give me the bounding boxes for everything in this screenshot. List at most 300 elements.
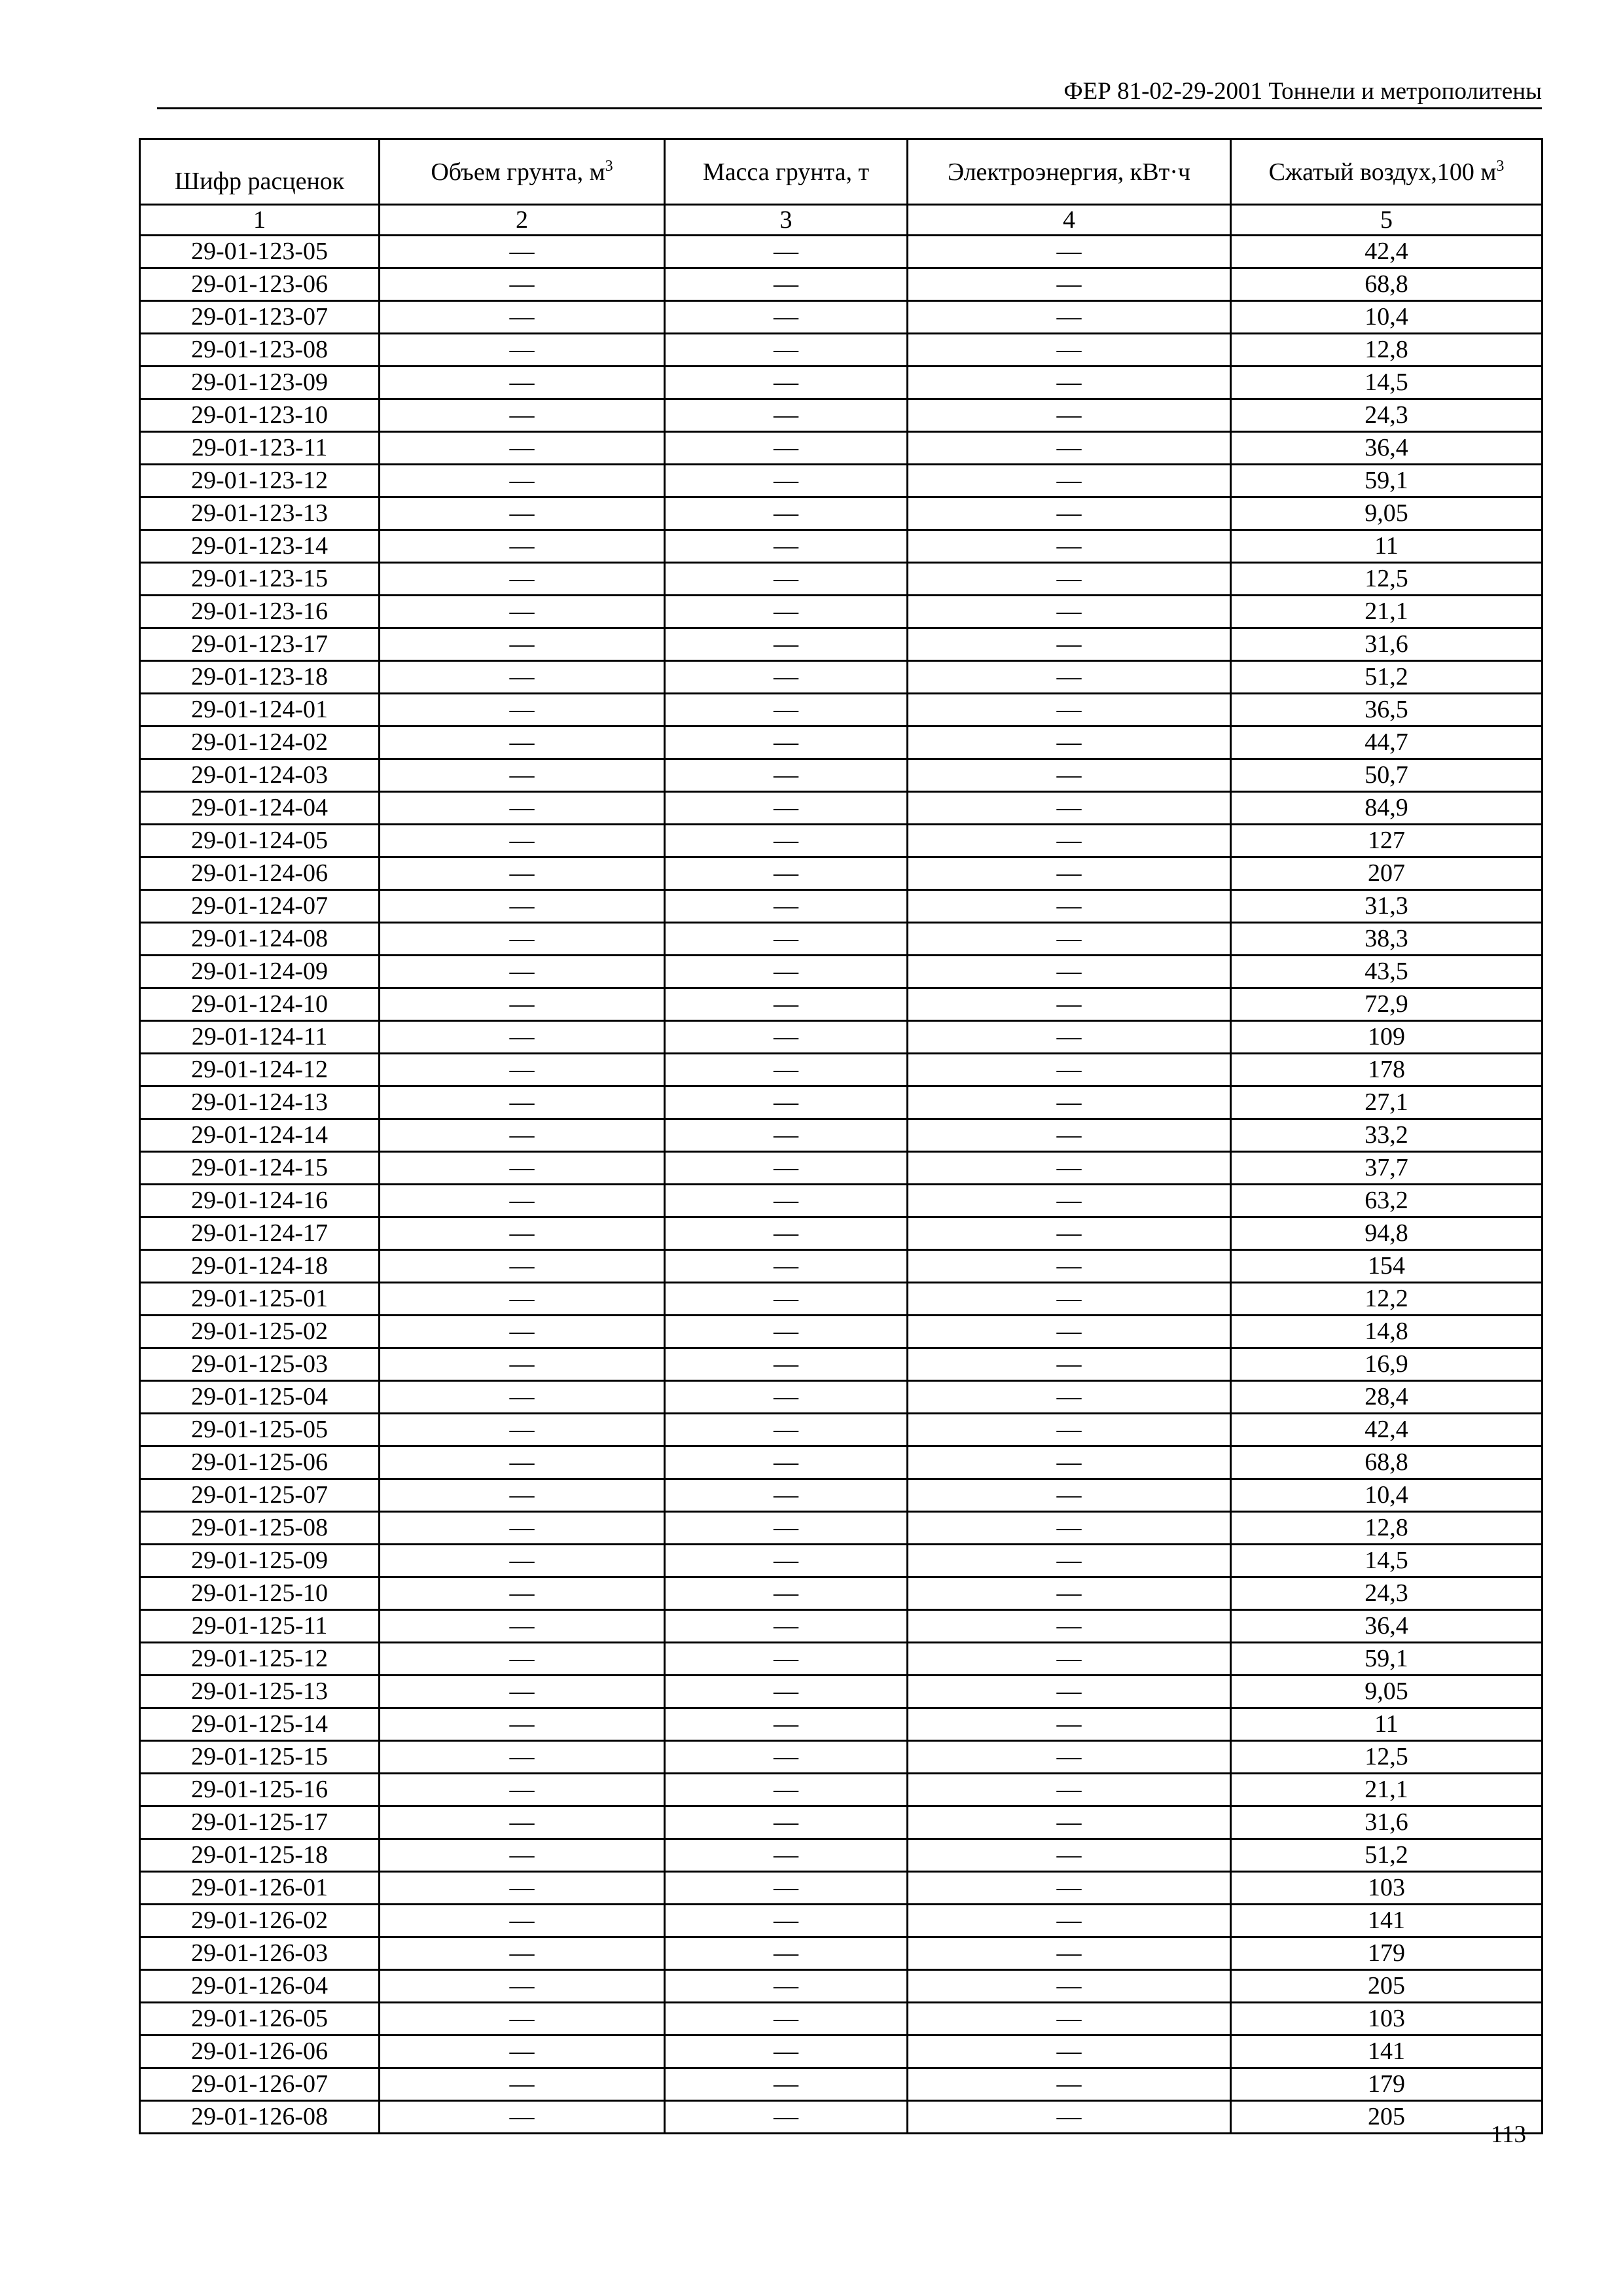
soil-volume-cell: — xyxy=(380,1414,665,1446)
soil-volume-cell: — xyxy=(380,1512,665,1545)
rate-code-cell: 29-01-125-05 xyxy=(140,1414,380,1446)
rate-code-cell: 29-01-123-06 xyxy=(140,268,380,301)
soil-mass-cell: — xyxy=(665,923,908,956)
soil-volume-cell: — xyxy=(380,759,665,792)
electricity-cell: — xyxy=(908,596,1231,628)
column-header-soil-mass: Масса грунта, т xyxy=(665,139,908,205)
column-header-code: Шифр расценок xyxy=(140,139,380,205)
table-row xyxy=(140,497,1543,530)
table-row xyxy=(140,1446,1543,1479)
table-row xyxy=(140,1479,1543,1512)
soil-mass-cell: — xyxy=(665,432,908,465)
rate-code-cell: 29-01-126-06 xyxy=(140,2036,380,2068)
rate-code-cell: 29-01-125-04 xyxy=(140,1381,380,1414)
table-row xyxy=(140,661,1543,694)
electricity-cell: — xyxy=(908,1676,1231,1708)
compressed-air-cell: 31,3 xyxy=(1231,890,1543,923)
table-header-row xyxy=(140,139,1543,205)
electricity-cell: — xyxy=(908,1152,1231,1185)
table-row xyxy=(140,988,1543,1021)
electricity-cell: — xyxy=(908,497,1231,530)
soil-volume-cell: — xyxy=(380,1545,665,1577)
soil-mass-cell: — xyxy=(665,465,908,497)
rates-table xyxy=(139,138,1543,2134)
compressed-air-cell: 84,9 xyxy=(1231,792,1543,825)
soil-mass-cell: — xyxy=(665,628,908,661)
soil-volume-cell: — xyxy=(380,1119,665,1152)
electricity-cell: — xyxy=(908,1054,1231,1086)
rate-code-cell: 29-01-124-07 xyxy=(140,890,380,923)
compressed-air-cell: 9,05 xyxy=(1231,1676,1543,1708)
compressed-air-cell: 72,9 xyxy=(1231,988,1543,1021)
electricity-cell: — xyxy=(908,1708,1231,1741)
compressed-air-cell: 109 xyxy=(1231,1021,1543,1054)
table-row xyxy=(140,1086,1543,1119)
soil-volume-cell: — xyxy=(380,1708,665,1741)
table-row xyxy=(140,2068,1543,2101)
table-row xyxy=(140,857,1543,890)
soil-mass-cell: — xyxy=(665,1381,908,1414)
rate-code-cell: 29-01-124-15 xyxy=(140,1152,380,1185)
column-header-electricity: Электроэнергия, кВт·ч xyxy=(908,139,1231,205)
electricity-cell: — xyxy=(908,2068,1231,2101)
compressed-air-cell: 10,4 xyxy=(1231,301,1543,334)
soil-mass-cell: — xyxy=(665,1708,908,1741)
compressed-air-cell: 14,8 xyxy=(1231,1316,1543,1348)
soil-volume-cell: — xyxy=(380,1185,665,1217)
electricity-cell: — xyxy=(908,1217,1231,1250)
soil-mass-cell: — xyxy=(665,792,908,825)
soil-mass-cell: — xyxy=(665,2068,908,2101)
table-row xyxy=(140,530,1543,563)
compressed-air-cell: 12,8 xyxy=(1231,334,1543,367)
table-row xyxy=(140,1708,1543,1741)
soil-volume-cell: — xyxy=(380,1577,665,1610)
rate-code-cell: 29-01-125-09 xyxy=(140,1545,380,1577)
compressed-air-cell: 21,1 xyxy=(1231,1774,1543,1806)
soil-mass-cell: — xyxy=(665,1872,908,1905)
soil-volume-cell: — xyxy=(380,2003,665,2036)
rate-code-cell: 29-01-123-15 xyxy=(140,563,380,596)
compressed-air-cell: 127 xyxy=(1231,825,1543,857)
compressed-air-cell: 9,05 xyxy=(1231,497,1543,530)
compressed-air-cell: 205 xyxy=(1231,2101,1543,2134)
compressed-air-cell: 207 xyxy=(1231,857,1543,890)
soil-mass-cell: — xyxy=(665,530,908,563)
rate-code-cell: 29-01-123-07 xyxy=(140,301,380,334)
soil-volume-cell: — xyxy=(380,1021,665,1054)
soil-volume-cell: — xyxy=(380,1250,665,1283)
soil-mass-cell: — xyxy=(665,956,908,988)
table-row xyxy=(140,628,1543,661)
electricity-cell: — xyxy=(908,334,1231,367)
table-row xyxy=(140,1348,1543,1381)
soil-volume-cell: — xyxy=(380,1872,665,1905)
electricity-cell: — xyxy=(908,661,1231,694)
compressed-air-cell: 42,4 xyxy=(1231,236,1543,268)
table-row xyxy=(140,432,1543,465)
soil-volume-cell: — xyxy=(380,1316,665,1348)
rate-code-cell: 29-01-126-07 xyxy=(140,2068,380,2101)
compressed-air-cell: 179 xyxy=(1231,2068,1543,2101)
compressed-air-cell: 38,3 xyxy=(1231,923,1543,956)
column-header-compressed-air: Сжатый воздух,100 $м^3$ xyxy=(1231,139,1543,205)
rate-code-cell: 29-01-125-07 xyxy=(140,1479,380,1512)
soil-volume-cell: — xyxy=(380,1839,665,1872)
soil-mass-cell: — xyxy=(665,857,908,890)
soil-mass-cell: — xyxy=(665,759,908,792)
soil-mass-cell: — xyxy=(665,236,908,268)
table-row xyxy=(140,465,1543,497)
compressed-air-cell: 12,5 xyxy=(1231,1741,1543,1774)
electricity-cell: — xyxy=(908,1545,1231,1577)
rate-code-cell: 29-01-125-12 xyxy=(140,1643,380,1676)
electricity-cell: — xyxy=(908,923,1231,956)
rate-code-cell: 29-01-125-16 xyxy=(140,1774,380,1806)
rate-code-cell: 29-01-125-15 xyxy=(140,1741,380,1774)
compressed-air-cell: 141 xyxy=(1231,2036,1543,2068)
column-number: 5 xyxy=(1231,205,1543,236)
soil-mass-cell: — xyxy=(665,1446,908,1479)
electricity-cell: — xyxy=(908,1774,1231,1806)
compressed-air-cell: 33,2 xyxy=(1231,1119,1543,1152)
electricity-cell: — xyxy=(908,956,1231,988)
column-number-row xyxy=(140,205,1543,236)
table-row xyxy=(140,1610,1543,1643)
rate-code-cell: 29-01-126-05 xyxy=(140,2003,380,2036)
rate-code-cell: 29-01-124-08 xyxy=(140,923,380,956)
soil-mass-cell: — xyxy=(665,1021,908,1054)
soil-mass-cell: — xyxy=(665,1152,908,1185)
table-row xyxy=(140,1643,1543,1676)
table-row xyxy=(140,1774,1543,1806)
table-row xyxy=(140,1806,1543,1839)
electricity-cell: — xyxy=(908,1021,1231,1054)
compressed-air-cell: 28,4 xyxy=(1231,1381,1543,1414)
compressed-air-cell: 24,3 xyxy=(1231,1577,1543,1610)
rate-code-cell: 29-01-124-06 xyxy=(140,857,380,890)
rate-code-cell: 29-01-124-17 xyxy=(140,1217,380,1250)
rate-code-cell: 29-01-125-03 xyxy=(140,1348,380,1381)
electricity-cell: — xyxy=(908,563,1231,596)
rate-code-cell: 29-01-124-12 xyxy=(140,1054,380,1086)
compressed-air-cell: 44,7 xyxy=(1231,726,1543,759)
soil-volume-cell: — xyxy=(380,1970,665,2003)
electricity-cell: — xyxy=(908,1381,1231,1414)
soil-mass-cell: — xyxy=(665,1577,908,1610)
rate-code-cell: 29-01-124-10 xyxy=(140,988,380,1021)
soil-volume-cell: — xyxy=(380,1152,665,1185)
soil-mass-cell: — xyxy=(665,367,908,399)
table-row xyxy=(140,1185,1543,1217)
soil-volume-cell: — xyxy=(380,2101,665,2134)
rate-code-cell: 29-01-124-14 xyxy=(140,1119,380,1152)
table-row xyxy=(140,399,1543,432)
soil-mass-cell: — xyxy=(665,890,908,923)
soil-mass-cell: — xyxy=(665,497,908,530)
table-row xyxy=(140,334,1543,367)
electricity-cell: — xyxy=(908,1937,1231,1970)
table-row xyxy=(140,825,1543,857)
rate-code-cell: 29-01-125-14 xyxy=(140,1708,380,1741)
table-row xyxy=(140,563,1543,596)
table-row xyxy=(140,236,1543,268)
soil-mass-cell: — xyxy=(665,399,908,432)
electricity-cell: — xyxy=(908,1348,1231,1381)
rate-code-cell: 29-01-123-14 xyxy=(140,530,380,563)
soil-mass-cell: — xyxy=(665,1185,908,1217)
electricity-cell: — xyxy=(908,2036,1231,2068)
electricity-cell: — xyxy=(908,2003,1231,2036)
soil-mass-cell: — xyxy=(665,1610,908,1643)
rate-code-cell: 29-01-126-02 xyxy=(140,1905,380,1937)
soil-mass-cell: — xyxy=(665,1839,908,1872)
electricity-cell: — xyxy=(908,988,1231,1021)
soil-volume-cell: — xyxy=(380,465,665,497)
rate-code-cell: 29-01-125-18 xyxy=(140,1839,380,1872)
page-number: 113 xyxy=(1490,2121,1526,2148)
compressed-air-cell: 141 xyxy=(1231,1905,1543,1937)
soil-volume-cell: — xyxy=(380,1446,665,1479)
soil-mass-cell: — xyxy=(665,596,908,628)
table-row xyxy=(140,694,1543,726)
soil-mass-cell: — xyxy=(665,1545,908,1577)
soil-volume-cell: — xyxy=(380,432,665,465)
table-row xyxy=(140,1381,1543,1414)
electricity-cell: — xyxy=(908,236,1231,268)
electricity-cell: — xyxy=(908,628,1231,661)
electricity-cell: — xyxy=(908,1086,1231,1119)
compressed-air-cell: 31,6 xyxy=(1231,628,1543,661)
rate-code-cell: 29-01-124-09 xyxy=(140,956,380,988)
soil-volume-cell: — xyxy=(380,923,665,956)
soil-mass-cell: — xyxy=(665,1414,908,1446)
electricity-cell: — xyxy=(908,1610,1231,1643)
soil-volume-cell: — xyxy=(380,1643,665,1676)
soil-volume-cell: — xyxy=(380,301,665,334)
rate-code-cell: 29-01-123-10 xyxy=(140,399,380,432)
soil-volume-cell: — xyxy=(380,596,665,628)
soil-mass-cell: — xyxy=(665,1316,908,1348)
rate-code-cell: 29-01-124-13 xyxy=(140,1086,380,1119)
rate-code-cell: 29-01-126-03 xyxy=(140,1937,380,1970)
column-header-soil-volume: Объем грунта, $м^3$ xyxy=(380,139,665,205)
compressed-air-cell: 178 xyxy=(1231,1054,1543,1086)
table-row xyxy=(140,1119,1543,1152)
rate-code-cell: 29-01-124-16 xyxy=(140,1185,380,1217)
soil-volume-cell: — xyxy=(380,236,665,268)
electricity-cell: — xyxy=(908,1414,1231,1446)
compressed-air-cell: 11 xyxy=(1231,1708,1543,1741)
electricity-cell: — xyxy=(908,1283,1231,1316)
soil-volume-cell: — xyxy=(380,1283,665,1316)
rate-code-cell: 29-01-123-05 xyxy=(140,236,380,268)
rate-code-cell: 29-01-124-02 xyxy=(140,726,380,759)
compressed-air-cell: 14,5 xyxy=(1231,1545,1543,1577)
electricity-cell: — xyxy=(908,1806,1231,1839)
column-number: 2 xyxy=(380,205,665,236)
table-row xyxy=(140,1577,1543,1610)
table-row xyxy=(140,1250,1543,1283)
soil-volume-cell: — xyxy=(380,726,665,759)
table-row xyxy=(140,1970,1543,2003)
compressed-air-cell: 50,7 xyxy=(1231,759,1543,792)
electricity-cell: — xyxy=(908,367,1231,399)
table-row xyxy=(140,1512,1543,1545)
column-number: 1 xyxy=(140,205,380,236)
soil-mass-cell: — xyxy=(665,1741,908,1774)
electricity-cell: — xyxy=(908,1185,1231,1217)
rate-code-cell: 29-01-125-02 xyxy=(140,1316,380,1348)
compressed-air-cell: 43,5 xyxy=(1231,956,1543,988)
soil-mass-cell: — xyxy=(665,1250,908,1283)
rate-code-cell: 29-01-123-11 xyxy=(140,432,380,465)
electricity-cell: — xyxy=(908,1577,1231,1610)
soil-volume-cell: — xyxy=(380,857,665,890)
rate-code-cell: 29-01-125-06 xyxy=(140,1446,380,1479)
compressed-air-cell: 205 xyxy=(1231,1970,1543,2003)
table-row xyxy=(140,1414,1543,1446)
soil-volume-cell: — xyxy=(380,2068,665,2101)
soil-mass-cell: — xyxy=(665,1512,908,1545)
table-row xyxy=(140,1217,1543,1250)
soil-mass-cell: — xyxy=(665,334,908,367)
soil-mass-cell: — xyxy=(665,1970,908,2003)
table-row xyxy=(140,923,1543,956)
soil-mass-cell: — xyxy=(665,988,908,1021)
soil-volume-cell: — xyxy=(380,956,665,988)
rate-code-cell: 29-01-126-08 xyxy=(140,2101,380,2134)
table-row xyxy=(140,1872,1543,1905)
rate-code-cell: 29-01-124-18 xyxy=(140,1250,380,1283)
table-body xyxy=(140,236,1543,2134)
column-number: 3 xyxy=(665,205,908,236)
compressed-air-cell: 11 xyxy=(1231,530,1543,563)
table-row xyxy=(140,301,1543,334)
compressed-air-cell: 59,1 xyxy=(1231,465,1543,497)
table-row xyxy=(140,367,1543,399)
soil-volume-cell: — xyxy=(380,792,665,825)
electricity-cell: — xyxy=(908,1512,1231,1545)
soil-volume-cell: — xyxy=(380,1937,665,1970)
soil-volume-cell: — xyxy=(380,661,665,694)
table-row xyxy=(140,2003,1543,2036)
soil-mass-cell: — xyxy=(665,268,908,301)
electricity-cell: — xyxy=(908,726,1231,759)
table-row xyxy=(140,1021,1543,1054)
rate-code-cell: 29-01-125-10 xyxy=(140,1577,380,1610)
rate-code-cell: 29-01-124-11 xyxy=(140,1021,380,1054)
compressed-air-cell: 16,9 xyxy=(1231,1348,1543,1381)
compressed-air-cell: 10,4 xyxy=(1231,1479,1543,1512)
compressed-air-cell: 51,2 xyxy=(1231,1839,1543,1872)
soil-volume-cell: — xyxy=(380,2036,665,2068)
electricity-cell: — xyxy=(908,1970,1231,2003)
table-row xyxy=(140,759,1543,792)
electricity-cell: — xyxy=(908,1839,1231,1872)
soil-mass-cell: — xyxy=(665,1479,908,1512)
compressed-air-cell: 68,8 xyxy=(1231,1446,1543,1479)
electricity-cell: — xyxy=(908,1446,1231,1479)
compressed-air-cell: 103 xyxy=(1231,1872,1543,1905)
soil-volume-cell: — xyxy=(380,988,665,1021)
compressed-air-cell: 36,4 xyxy=(1231,1610,1543,1643)
compressed-air-cell: 51,2 xyxy=(1231,661,1543,694)
soil-mass-cell: — xyxy=(665,1905,908,1937)
table-row xyxy=(140,1905,1543,1937)
rate-code-cell: 29-01-123-17 xyxy=(140,628,380,661)
soil-volume-cell: — xyxy=(380,563,665,596)
electricity-cell: — xyxy=(908,792,1231,825)
soil-volume-cell: — xyxy=(380,268,665,301)
soil-volume-cell: — xyxy=(380,399,665,432)
table-row xyxy=(140,2101,1543,2134)
table-row xyxy=(140,1839,1543,1872)
table-row xyxy=(140,1741,1543,1774)
compressed-air-cell: 21,1 xyxy=(1231,596,1543,628)
table-row xyxy=(140,1152,1543,1185)
soil-volume-cell: — xyxy=(380,1054,665,1086)
soil-mass-cell: — xyxy=(665,1774,908,1806)
soil-mass-cell: — xyxy=(665,694,908,726)
soil-mass-cell: — xyxy=(665,1217,908,1250)
compressed-air-cell: 24,3 xyxy=(1231,399,1543,432)
compressed-air-cell: 36,5 xyxy=(1231,694,1543,726)
electricity-cell: — xyxy=(908,1250,1231,1283)
soil-volume-cell: — xyxy=(380,1348,665,1381)
soil-volume-cell: — xyxy=(380,530,665,563)
electricity-cell: — xyxy=(908,759,1231,792)
compressed-air-cell: 31,6 xyxy=(1231,1806,1543,1839)
soil-volume-cell: — xyxy=(380,1479,665,1512)
table-row xyxy=(140,1676,1543,1708)
soil-mass-cell: — xyxy=(665,1676,908,1708)
soil-volume-cell: — xyxy=(380,497,665,530)
compressed-air-cell: 68,8 xyxy=(1231,268,1543,301)
compressed-air-cell: 154 xyxy=(1231,1250,1543,1283)
soil-mass-cell: — xyxy=(665,2101,908,2134)
table-row xyxy=(140,956,1543,988)
compressed-air-cell: 94,8 xyxy=(1231,1217,1543,1250)
rate-code-cell: 29-01-124-03 xyxy=(140,759,380,792)
rate-code-cell: 29-01-126-04 xyxy=(140,1970,380,2003)
compressed-air-cell: 37,7 xyxy=(1231,1152,1543,1185)
table-row xyxy=(140,726,1543,759)
electricity-cell: — xyxy=(908,1643,1231,1676)
soil-mass-cell: — xyxy=(665,2003,908,2036)
document-header-title: ФЕР 81-02-29-2001 Тоннели и метрополитены xyxy=(1063,78,1542,105)
rate-code-cell: 29-01-125-17 xyxy=(140,1806,380,1839)
soil-mass-cell: — xyxy=(665,661,908,694)
electricity-cell: — xyxy=(908,694,1231,726)
soil-volume-cell: — xyxy=(380,367,665,399)
electricity-cell: — xyxy=(908,1479,1231,1512)
soil-mass-cell: — xyxy=(665,2036,908,2068)
table-row xyxy=(140,1054,1543,1086)
electricity-cell: — xyxy=(908,1905,1231,1937)
rate-code-cell: 29-01-124-05 xyxy=(140,825,380,857)
soil-volume-cell: — xyxy=(380,1381,665,1414)
table-row xyxy=(140,1545,1543,1577)
electricity-cell: — xyxy=(908,268,1231,301)
compressed-air-cell: 12,5 xyxy=(1231,563,1543,596)
soil-volume-cell: — xyxy=(380,1610,665,1643)
rate-code-cell: 29-01-123-09 xyxy=(140,367,380,399)
electricity-cell: — xyxy=(908,530,1231,563)
soil-volume-cell: — xyxy=(380,1217,665,1250)
compressed-air-cell: 36,4 xyxy=(1231,432,1543,465)
soil-mass-cell: — xyxy=(665,825,908,857)
